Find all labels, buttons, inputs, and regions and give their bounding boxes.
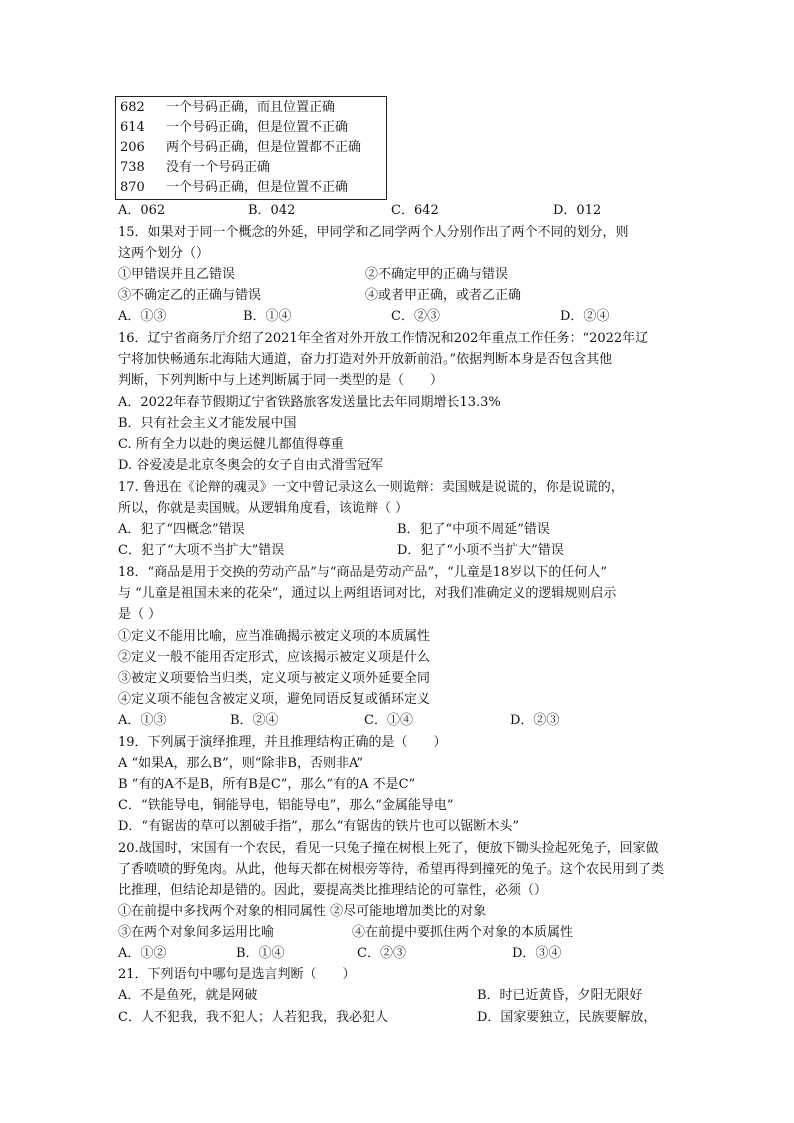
q20-item-1-2: ①在前提中多找两个对象的相同属性 ②尽可能地增加类比的对象 bbox=[118, 904, 487, 919]
q20-option-a: A．①② bbox=[118, 946, 167, 961]
clue-text: 没有一个号码正确 bbox=[166, 160, 271, 175]
clue-text: 一个号码正确，而且位置正确 bbox=[166, 100, 336, 115]
clue-number: 206 bbox=[120, 140, 145, 155]
q18-item-2: ②定义一般不能用否定形式，应该揭示被定义项是什么 bbox=[118, 650, 431, 665]
q17-option-b: B．犯了“中项不周延”错误 bbox=[397, 522, 550, 537]
q15-item-2: ②不确定甲的正确与错误 bbox=[365, 267, 509, 282]
q18-option-c: C．①④ bbox=[364, 713, 413, 728]
q15-option-c: C．②③ bbox=[391, 309, 440, 324]
q16-option-a: A．2022年春节假期辽宁省铁路旅客发送量比去年同期增长13.3% bbox=[118, 395, 501, 410]
q20-stem-line2: 了香喷喷的野兔肉。从此，他每天都在树根旁等待，希望再得到撞死的兔子。这个农民用到了类 bbox=[118, 862, 665, 877]
q14-option-a: A．062 bbox=[118, 203, 166, 218]
q21-option-c: C．人不犯我，我不犯人；人若犯我，我必犯人 bbox=[118, 1010, 388, 1025]
q18-item-4: ④定义项不能包含被定义项，避免同语反复或循环定义 bbox=[118, 692, 431, 707]
clue-text: 一个号码正确，但是位置不正确 bbox=[166, 120, 349, 135]
q21-option-d: D．国家要独立，民族要解放， bbox=[477, 1010, 657, 1025]
q18-item-3: ③被定义项要恰当归类，定义项与被定义项外延要全同 bbox=[118, 671, 431, 686]
q19-stem: 19．下列属于演绎推理，并且推理结构正确的是（ ） bbox=[118, 735, 447, 750]
clue-text: 一个号码正确，但是位置不正确 bbox=[166, 180, 349, 195]
q17-option-c: C．犯了“大项不当扩大”错误 bbox=[118, 543, 285, 558]
q17-stem-line2: 所以，你就是卖国贼。从逻辑角度看，该诡辩（ ） bbox=[118, 501, 409, 516]
q21-stem: 21．下列语句中哪句是选言判断（ ） bbox=[118, 967, 356, 982]
q14-option-c: C．642 bbox=[391, 203, 439, 218]
q18-stem-line1: 18．“商品是用于交换的劳动产品”与“商品是劳动产品”，“儿童是18岁以下的任何人” bbox=[118, 565, 607, 580]
clue-number: 870 bbox=[120, 180, 145, 195]
q19-option-b: B “有的A不是B，所有B是C”，那么“有的A 不是C” bbox=[118, 777, 416, 792]
q18-stem-line2: 与 “儿童是祖国未来的花朵”，通过以上两组语词对比，对我们准确定义的逻辑规则启示 bbox=[118, 586, 617, 601]
clue-number: 614 bbox=[120, 120, 145, 135]
q19-option-a: A “如果A，那么B”，则“除非B，否则非A” bbox=[118, 756, 364, 771]
q20-option-b: B．①④ bbox=[236, 946, 285, 961]
q17-stem-line1: 17. 鲁迅在《论辩的魂灵》一文中曾记录这么一则诡辩：卖国贼是说谎的，你是说谎的， bbox=[118, 480, 624, 495]
clue-row bbox=[120, 178, 348, 198]
q14-option-d: D．012 bbox=[553, 203, 602, 218]
q16-stem-line2: 宁将加快畅通东北海陆大通道，奋力打造对外开放新前沿。”依据判断本身是否包含其他 bbox=[118, 352, 613, 367]
q16-option-d: D. 谷爱凌是北京冬奥会的女子自由式滑雪冠军 bbox=[118, 458, 384, 473]
q18-option-d: D．②③ bbox=[510, 713, 560, 728]
q15-item-3: ③不确定乙的正确与错误 bbox=[118, 288, 262, 303]
clue-table bbox=[115, 96, 387, 200]
q15-option-a: A．①③ bbox=[118, 309, 167, 324]
q18-stem-line3: 是（ ） bbox=[118, 607, 162, 622]
clue-text: 两个号码正确，但是位置都不正确 bbox=[166, 140, 362, 155]
q15-stem-line1: 15．如果对于同一个概念的外延，甲同学和乙同学两个人分别作出了两个不同的划分，则 bbox=[118, 225, 629, 240]
q15-option-d: D．②④ bbox=[560, 309, 610, 324]
q15-stem-line2: 这两个划分（） bbox=[118, 246, 210, 261]
clue-number: 738 bbox=[120, 160, 145, 175]
q20-option-d: D．③④ bbox=[512, 946, 562, 961]
q14-option-b: B．042 bbox=[248, 203, 296, 218]
q18-option-a: A．①③ bbox=[118, 713, 167, 728]
clue-number: 682 bbox=[120, 100, 145, 115]
clue-row bbox=[120, 98, 335, 118]
q16-stem-line3: 判断，下列判断中与上述判断属于同一类型的是（ ） bbox=[118, 373, 444, 388]
q17-option-a: A．犯了“四概念”错误 bbox=[118, 522, 245, 537]
q16-option-c: C. 所有全力以赴的奥运健儿都值得尊重 bbox=[118, 437, 344, 452]
q20-stem-line3: 比推理，但结论却是错的。因此，要提高类比推理结论的可靠性，必须（） bbox=[118, 883, 548, 898]
q20-stem-line1: 20.战国时，宋国有一个农民，看见一只兔子撞在树根上死了，便放下锄头捡起死兔子，回家做 bbox=[118, 841, 659, 856]
q19-option-c: C．“铁能导电，铜能导电，铝能导电”，那么“金属能导电” bbox=[118, 798, 454, 813]
q17-option-d: D．犯了“小项不当扩大”错误 bbox=[397, 543, 564, 558]
q19-option-d: D．“有锯齿的草可以割破手指”，那么“有锯齿的铁片也可以锯断木头” bbox=[118, 819, 520, 834]
q21-option-a: A．不是鱼死，就是网破 bbox=[118, 988, 258, 1003]
clue-row bbox=[120, 138, 361, 158]
clue-row bbox=[120, 118, 348, 138]
q15-item-4: ④或者甲正确，或者乙正确 bbox=[365, 288, 522, 303]
q20-item-4: ④在前提中要抓住两个对象的本质属性 bbox=[352, 925, 574, 940]
q20-option-c: C．②③ bbox=[357, 946, 406, 961]
q21-option-b: B．时已近黄昏，夕阳无限好 bbox=[477, 988, 643, 1003]
q18-item-1: ①定义不能用比喻，应当准确揭示被定义项的本质属性 bbox=[118, 629, 431, 644]
q20-item-3: ③在两个对象间多运用比喻 bbox=[118, 925, 275, 940]
q18-option-b: B．②④ bbox=[230, 713, 279, 728]
q16-stem-line1: 16．辽宁省商务厅介绍了2021年全省对外开放工作情况和202年重点工作任务：“2022年辽 bbox=[118, 331, 649, 346]
q15-item-1: ①甲错误并且乙错误 bbox=[118, 267, 236, 282]
q15-option-b: B．①④ bbox=[243, 309, 292, 324]
q16-option-b: B．只有社会主义才能发展中国 bbox=[118, 416, 297, 431]
clue-row bbox=[120, 158, 270, 178]
